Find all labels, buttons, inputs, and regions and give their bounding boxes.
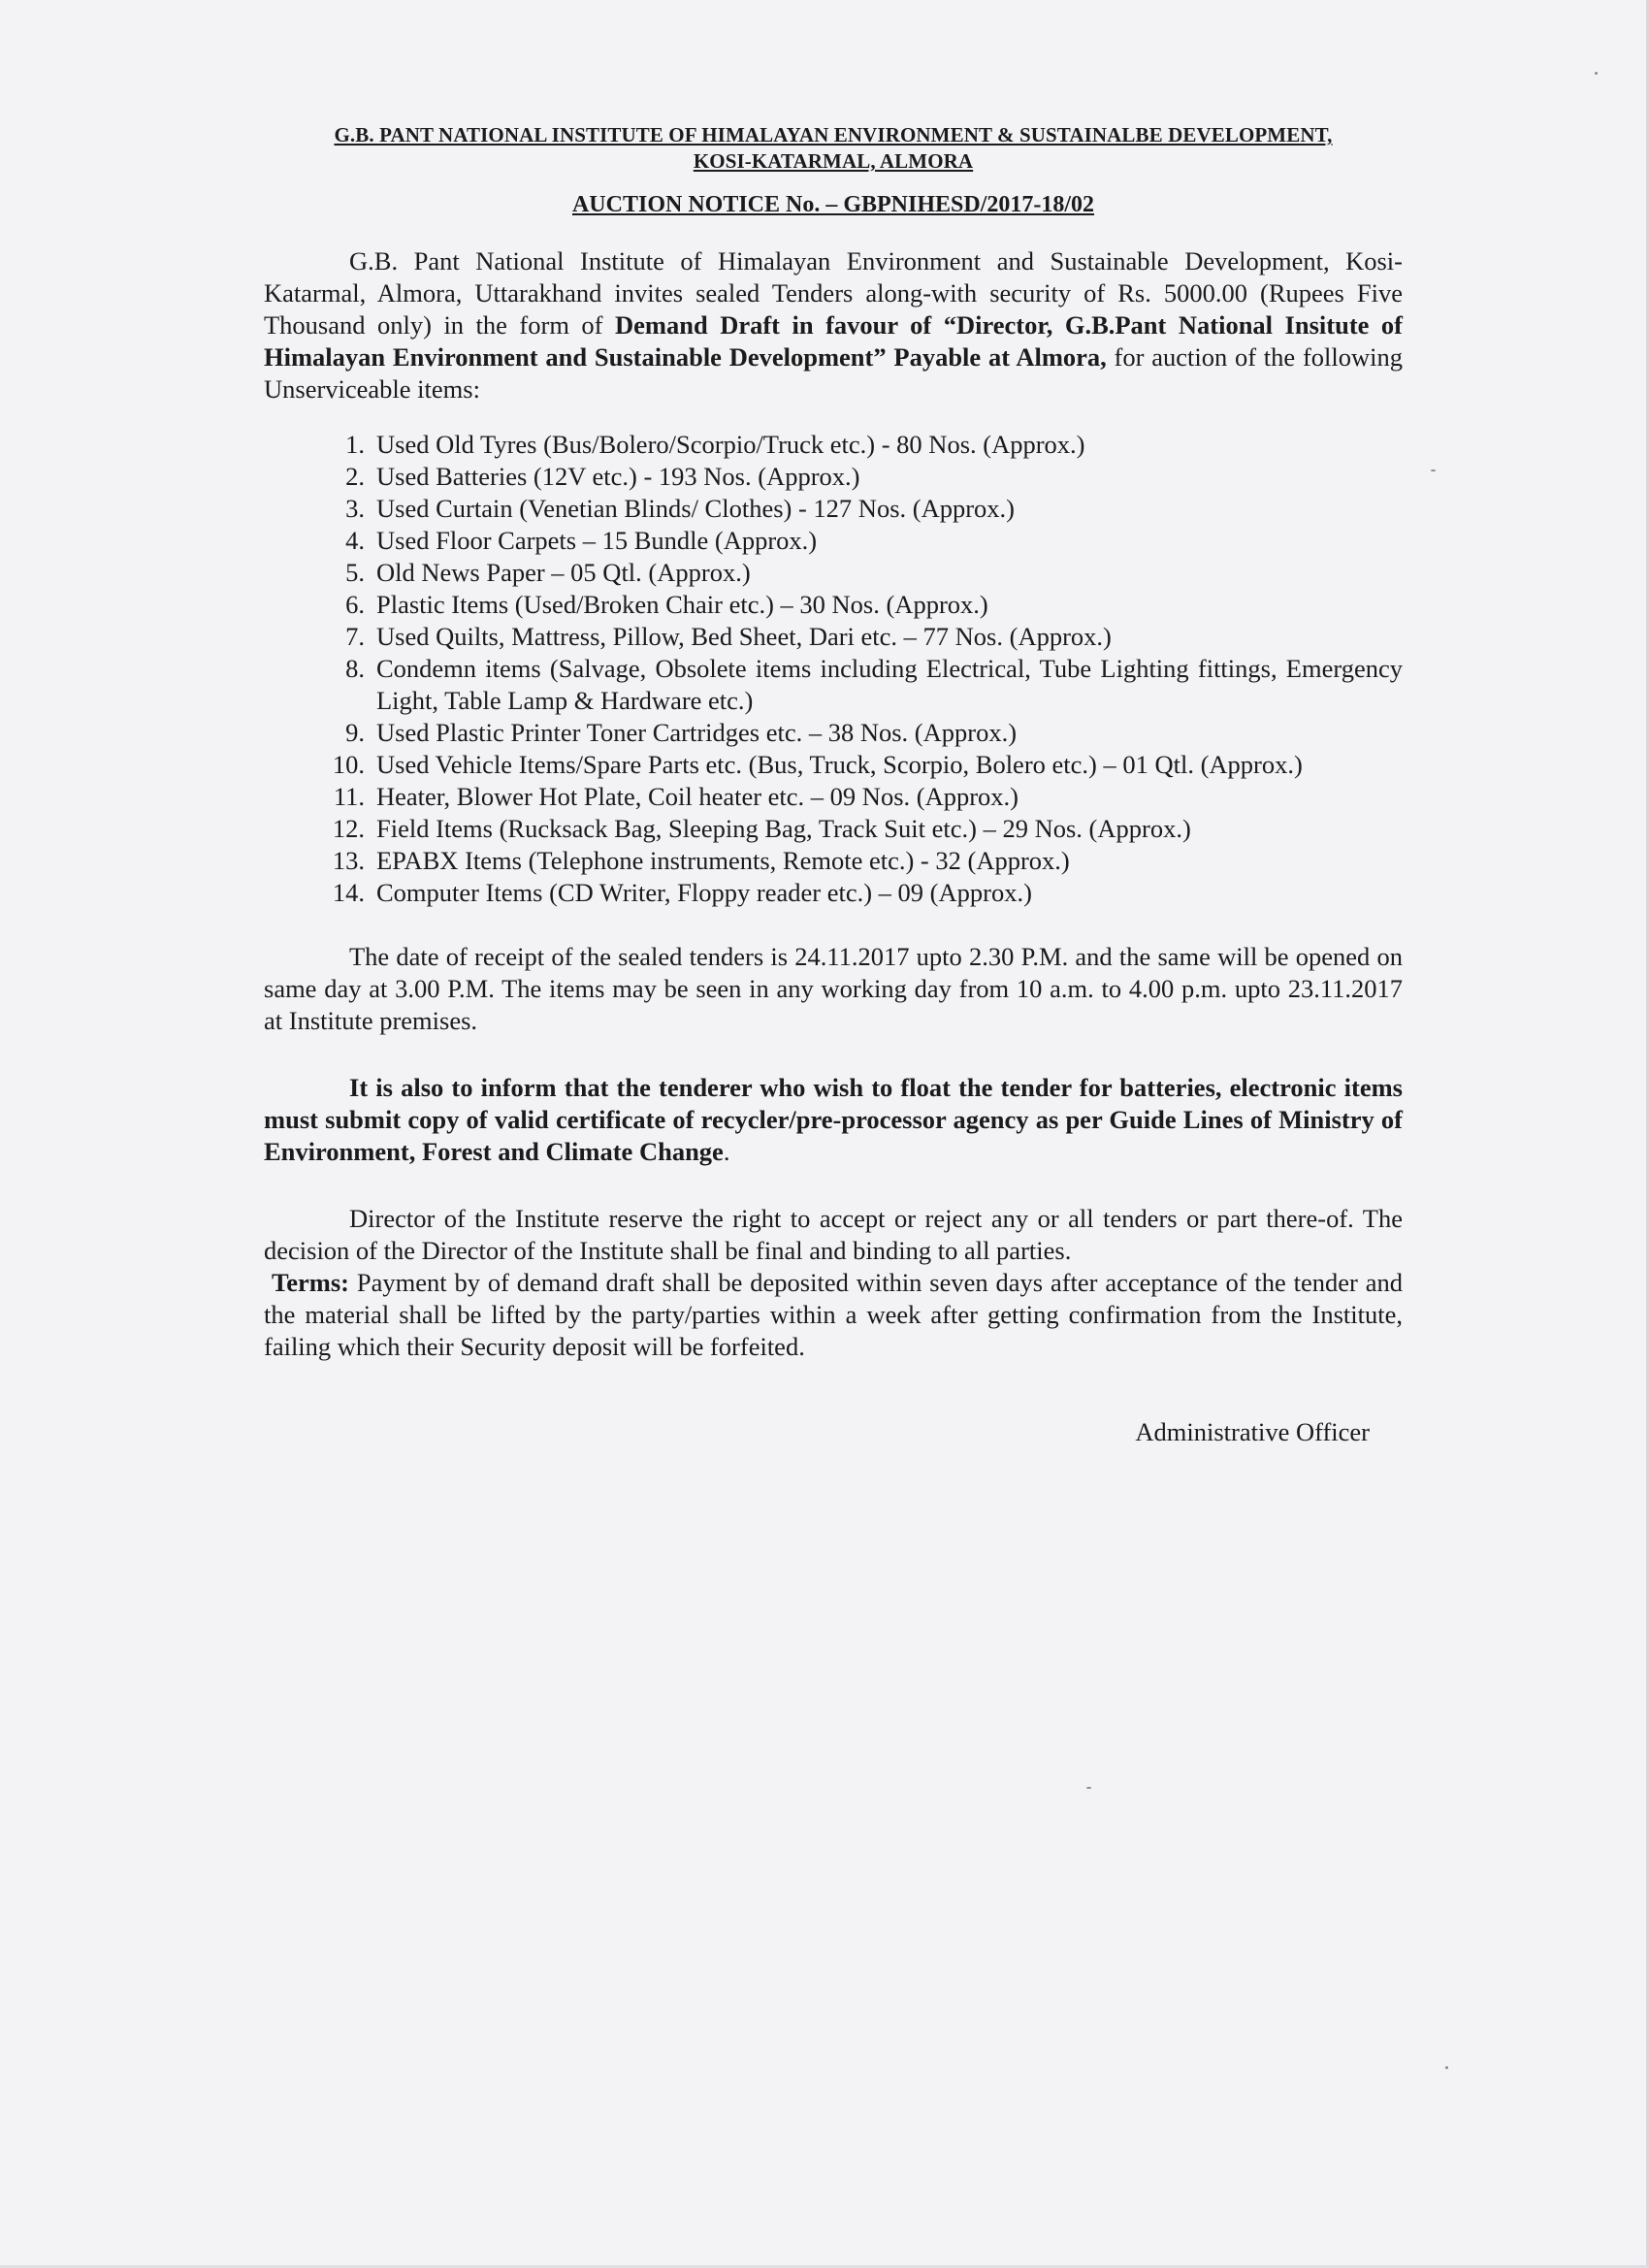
terms-label: Terms: xyxy=(272,1268,349,1297)
item-number: 1. xyxy=(345,430,365,459)
item-number: 7. xyxy=(345,622,365,651)
intro-bold-text: Demand Draft in favour of “Director, G.B.Pant National Insitute of Himalayan Environment and Sustainable Development” Payable at Almora, xyxy=(264,310,1403,372)
item-text: Plastic Items (Used/Broken Chair etc.) – 30 Nos. (Approx.) xyxy=(376,590,988,619)
terms-text: Payment by of demand draft shall be deposited within seven days after acceptance of the tender and the material shall be lifted by the party/parties within a week after getting confirmation from the Institute, failing which their Security deposit will be forfeited. xyxy=(264,1268,1403,1361)
scan-speck xyxy=(1595,72,1598,75)
institute-header xyxy=(264,122,1403,175)
item-text: Condemn items (Salvage, Obsolete items including Electrical, Tube Lighting fittings, Emergency Light, Table Lamp & Hardware etc.) xyxy=(376,654,1403,715)
item-number: 3. xyxy=(345,494,365,523)
item-text: Used Quilts, Mattress, Pillow, Bed Sheet, Dari etc. – 77 Nos. (Approx.) xyxy=(376,622,1112,651)
intro-paragraph xyxy=(264,245,1403,405)
header-line-2: KOSI-KATARMAL, ALMORA xyxy=(693,149,974,173)
list-item xyxy=(318,557,1403,589)
scan-speck xyxy=(1086,1787,1091,1789)
recycler-paragraph xyxy=(264,1072,1403,1168)
terms-paragraph xyxy=(264,1267,1403,1363)
document-content xyxy=(264,122,1403,1447)
item-number: 6. xyxy=(345,590,365,619)
list-item xyxy=(318,749,1403,781)
items-list xyxy=(264,429,1403,909)
item-text: Used Curtain (Venetian Blinds/ Clothes) - 127 Nos. (Approx.) xyxy=(376,494,1015,523)
item-number: 4. xyxy=(345,526,365,555)
header-line-1: G.B. PANT NATIONAL INSTITUTE OF HIMALAYAN ENVIRONMENT & SUSTAINALBE DEVELOPMENT, xyxy=(334,123,1333,146)
list-item xyxy=(318,493,1403,525)
intro-text-1: G.B. Pant National Institute of Himalayan Environment and Sustainable Development, Kosi-Katarmal, Almora, Uttarakhand invites sealed Tenders along-with security of Rs. 5000.00 (Rupees Five Thousand only) in the form of xyxy=(264,246,1403,340)
recycler-bold-text: It is also to inform that the tenderer who wish to float the tender for batteries, electronic items must submit copy of valid certificate of recycler/pre-processor agency as per Guide Lines of Ministry of Environment, Forest and Climate Change xyxy=(264,1073,1403,1166)
item-number: 10. xyxy=(332,750,365,779)
item-number: 5. xyxy=(345,558,365,587)
director-paragraph: Director of the Institute reserve the right to accept or reject any or all tenders or part there-of. The decision of the Director of the Institute shall be final and binding to all parties. xyxy=(264,1204,1403,1265)
item-text: EPABX Items (Telephone instruments, Remote etc.) - 32 (Approx.) xyxy=(376,846,1070,875)
item-text: Computer Items (CD Writer, Floppy reader etc.) – 09 (Approx.) xyxy=(376,878,1032,907)
item-text: Field Items (Rucksack Bag, Sleeping Bag, Track Suit etc.) – 29 Nos. (Approx.) xyxy=(376,814,1191,843)
item-number: 9. xyxy=(345,718,365,747)
item-number: 2. xyxy=(345,462,365,491)
item-number: 12. xyxy=(332,814,365,843)
list-item xyxy=(318,813,1403,845)
scan-speck xyxy=(1431,470,1436,471)
list-item xyxy=(318,653,1403,717)
item-number: 13. xyxy=(332,846,365,875)
item-number: 11. xyxy=(333,782,365,811)
item-text: Old News Paper – 05 Qtl. (Approx.) xyxy=(376,558,751,587)
item-text: Used Old Tyres (Bus/Bolero/Scorpio/Truck etc.) - 80 Nos. (Approx.) xyxy=(376,430,1085,459)
list-item xyxy=(318,845,1403,877)
list-item xyxy=(318,877,1403,909)
notice-title: AUCTION NOTICE No. – GBPNIHESD/2017-18/02 xyxy=(571,192,1095,217)
recycler-end: . xyxy=(723,1137,730,1166)
list-item xyxy=(318,429,1403,461)
intro-text-2: for auction of the following Unserviceable items: xyxy=(264,342,1403,404)
list-item xyxy=(318,717,1403,749)
list-item xyxy=(318,781,1403,813)
item-text: Used Floor Carpets – 15 Bundle (Approx.) xyxy=(376,526,818,555)
scan-speck xyxy=(1445,2066,1448,2069)
list-item xyxy=(318,461,1403,493)
item-text: Used Batteries (12V etc.) - 193 Nos. (Approx.) xyxy=(376,462,860,491)
list-item xyxy=(318,621,1403,653)
item-number: 14. xyxy=(332,878,365,907)
signature: Administrative Officer xyxy=(1135,1417,1370,1446)
item-text: Used Vehicle Items/Spare Parts etc. (Bus, Truck, Scorpio, Bolero etc.) – 01 Qtl. (Approx.) xyxy=(376,750,1303,779)
item-text: Heater, Blower Hot Plate, Coil heater etc. – 09 Nos. (Approx.) xyxy=(376,782,1018,811)
item-text: Used Plastic Printer Toner Cartridges etc. – 38 Nos. (Approx.) xyxy=(376,718,1018,747)
list-item xyxy=(318,589,1403,621)
item-number: 8. xyxy=(345,654,365,683)
dates-paragraph: The date of receipt of the sealed tenders is 24.11.2017 upto 2.30 P.M. and the same will be opened on same day at 3.00 P.M. The items may be seen in any working day from 10 a.m. to 4.00 p.m. upto 23.11.2017 at Institute premises. xyxy=(264,942,1403,1035)
list-item xyxy=(318,525,1403,557)
